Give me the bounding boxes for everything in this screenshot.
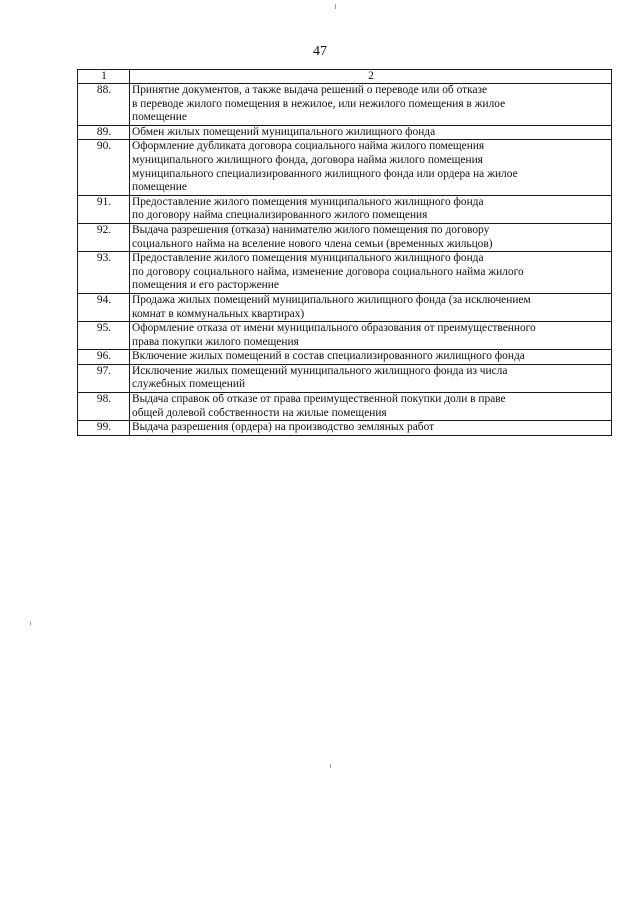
table-header-row <box>78 70 612 84</box>
service-description-line: Предоставление жилого помещения муниципального жилищного фонда <box>132 195 484 208</box>
table-row <box>78 293 612 321</box>
service-description <box>130 195 612 223</box>
service-description-line: социального найма на вселение нового члена семьи (временных жильцов) <box>132 237 493 250</box>
service-description <box>130 252 612 294</box>
table-row <box>78 252 612 294</box>
service-description <box>130 364 612 392</box>
service-description <box>130 322 612 350</box>
table-row <box>78 350 612 365</box>
service-description <box>130 125 612 140</box>
column-header-service: 2 <box>130 70 612 84</box>
service-description-line: по договору найма специализированного жилого помещения <box>132 209 428 222</box>
row-number: 96. <box>78 350 130 365</box>
table-row <box>78 195 612 223</box>
row-number: 88. <box>78 84 130 126</box>
column-header-number: 1 <box>78 70 130 84</box>
table-row <box>78 84 612 126</box>
row-number: 98. <box>78 393 130 421</box>
service-description-line: помещение <box>132 181 187 194</box>
row-number: 92. <box>78 223 130 251</box>
row-number: 91. <box>78 195 130 223</box>
table-row <box>78 140 612 195</box>
service-description-line: в переводе жилого помещения в нежилое, или нежилого помещения в жилое <box>132 97 506 110</box>
service-description-line: Оформление отказа от имени муниципального образования от преимущественного <box>132 322 536 335</box>
row-number: 90. <box>78 140 130 195</box>
services-table <box>77 69 612 436</box>
table-row <box>78 125 612 140</box>
service-description <box>130 393 612 421</box>
row-number: 93. <box>78 252 130 294</box>
service-description-line: Исключение жилых помещений муниципального жилищного фонда из числа <box>132 364 508 377</box>
service-description-line: по договору социального найма, изменение договора социального найма жилого <box>132 265 524 278</box>
service-description <box>130 421 612 436</box>
service-description-line: Выдача справок об отказе от права преимущественной покупки доли в праве <box>132 393 506 406</box>
table-row <box>78 223 612 251</box>
row-number: 94. <box>78 293 130 321</box>
row-number: 95. <box>78 322 130 350</box>
table-body <box>78 84 612 436</box>
service-description-line: помещение <box>132 111 187 124</box>
row-number: 89. <box>78 125 130 140</box>
service-description-line: Обмен жилых помещений муниципального жилищного фонда <box>132 125 436 138</box>
scan-speck <box>335 4 336 9</box>
table-row <box>78 393 612 421</box>
service-description <box>130 140 612 195</box>
service-description-line: муниципального жилищного фонда, договора найма жилого помещения <box>132 153 483 166</box>
service-description-line: Оформление дубликата договора социального найма жилого помещения <box>132 140 485 153</box>
table-row <box>78 421 612 436</box>
service-description <box>130 84 612 126</box>
service-description-line: общей долевой собственности на жилые помещения <box>132 406 387 419</box>
scan-speck <box>330 764 331 768</box>
service-description <box>130 293 612 321</box>
service-description-line: Продажа жилых помещений муниципального жилищного фонда (за исключением <box>132 293 531 306</box>
service-description-line: муниципального специализированного жилищного фонда или ордера на жилое <box>132 167 518 180</box>
service-description-line: Включение жилых помещений в состав специализированного жилищного фонда <box>132 350 525 363</box>
service-description-line: Выдача разрешения (отказа) нанимателю жилого помещения по договору <box>132 223 490 236</box>
table-row <box>78 364 612 392</box>
service-description-line: Выдача разрешения (ордера) на производство земляных работ <box>132 421 435 434</box>
service-description <box>130 223 612 251</box>
service-description-line: Принятие документов, а также выдача решений о переводе или об отказе <box>132 84 488 96</box>
service-description-line: комнат в коммунальных квартирах) <box>132 307 305 320</box>
service-description <box>130 350 612 365</box>
row-number: 99. <box>78 421 130 436</box>
scan-speck <box>30 622 31 625</box>
service-description-line: служебных помещений <box>132 378 246 391</box>
table-row <box>78 322 612 350</box>
service-description-line: помещения и его расторжение <box>132 279 279 292</box>
service-description-line: права покупки жилого помещения <box>132 335 299 348</box>
service-description-line: Предоставление жилого помещения муниципального жилищного фонда <box>132 252 484 265</box>
row-number: 97. <box>78 364 130 392</box>
page-number: 47 <box>313 44 327 59</box>
